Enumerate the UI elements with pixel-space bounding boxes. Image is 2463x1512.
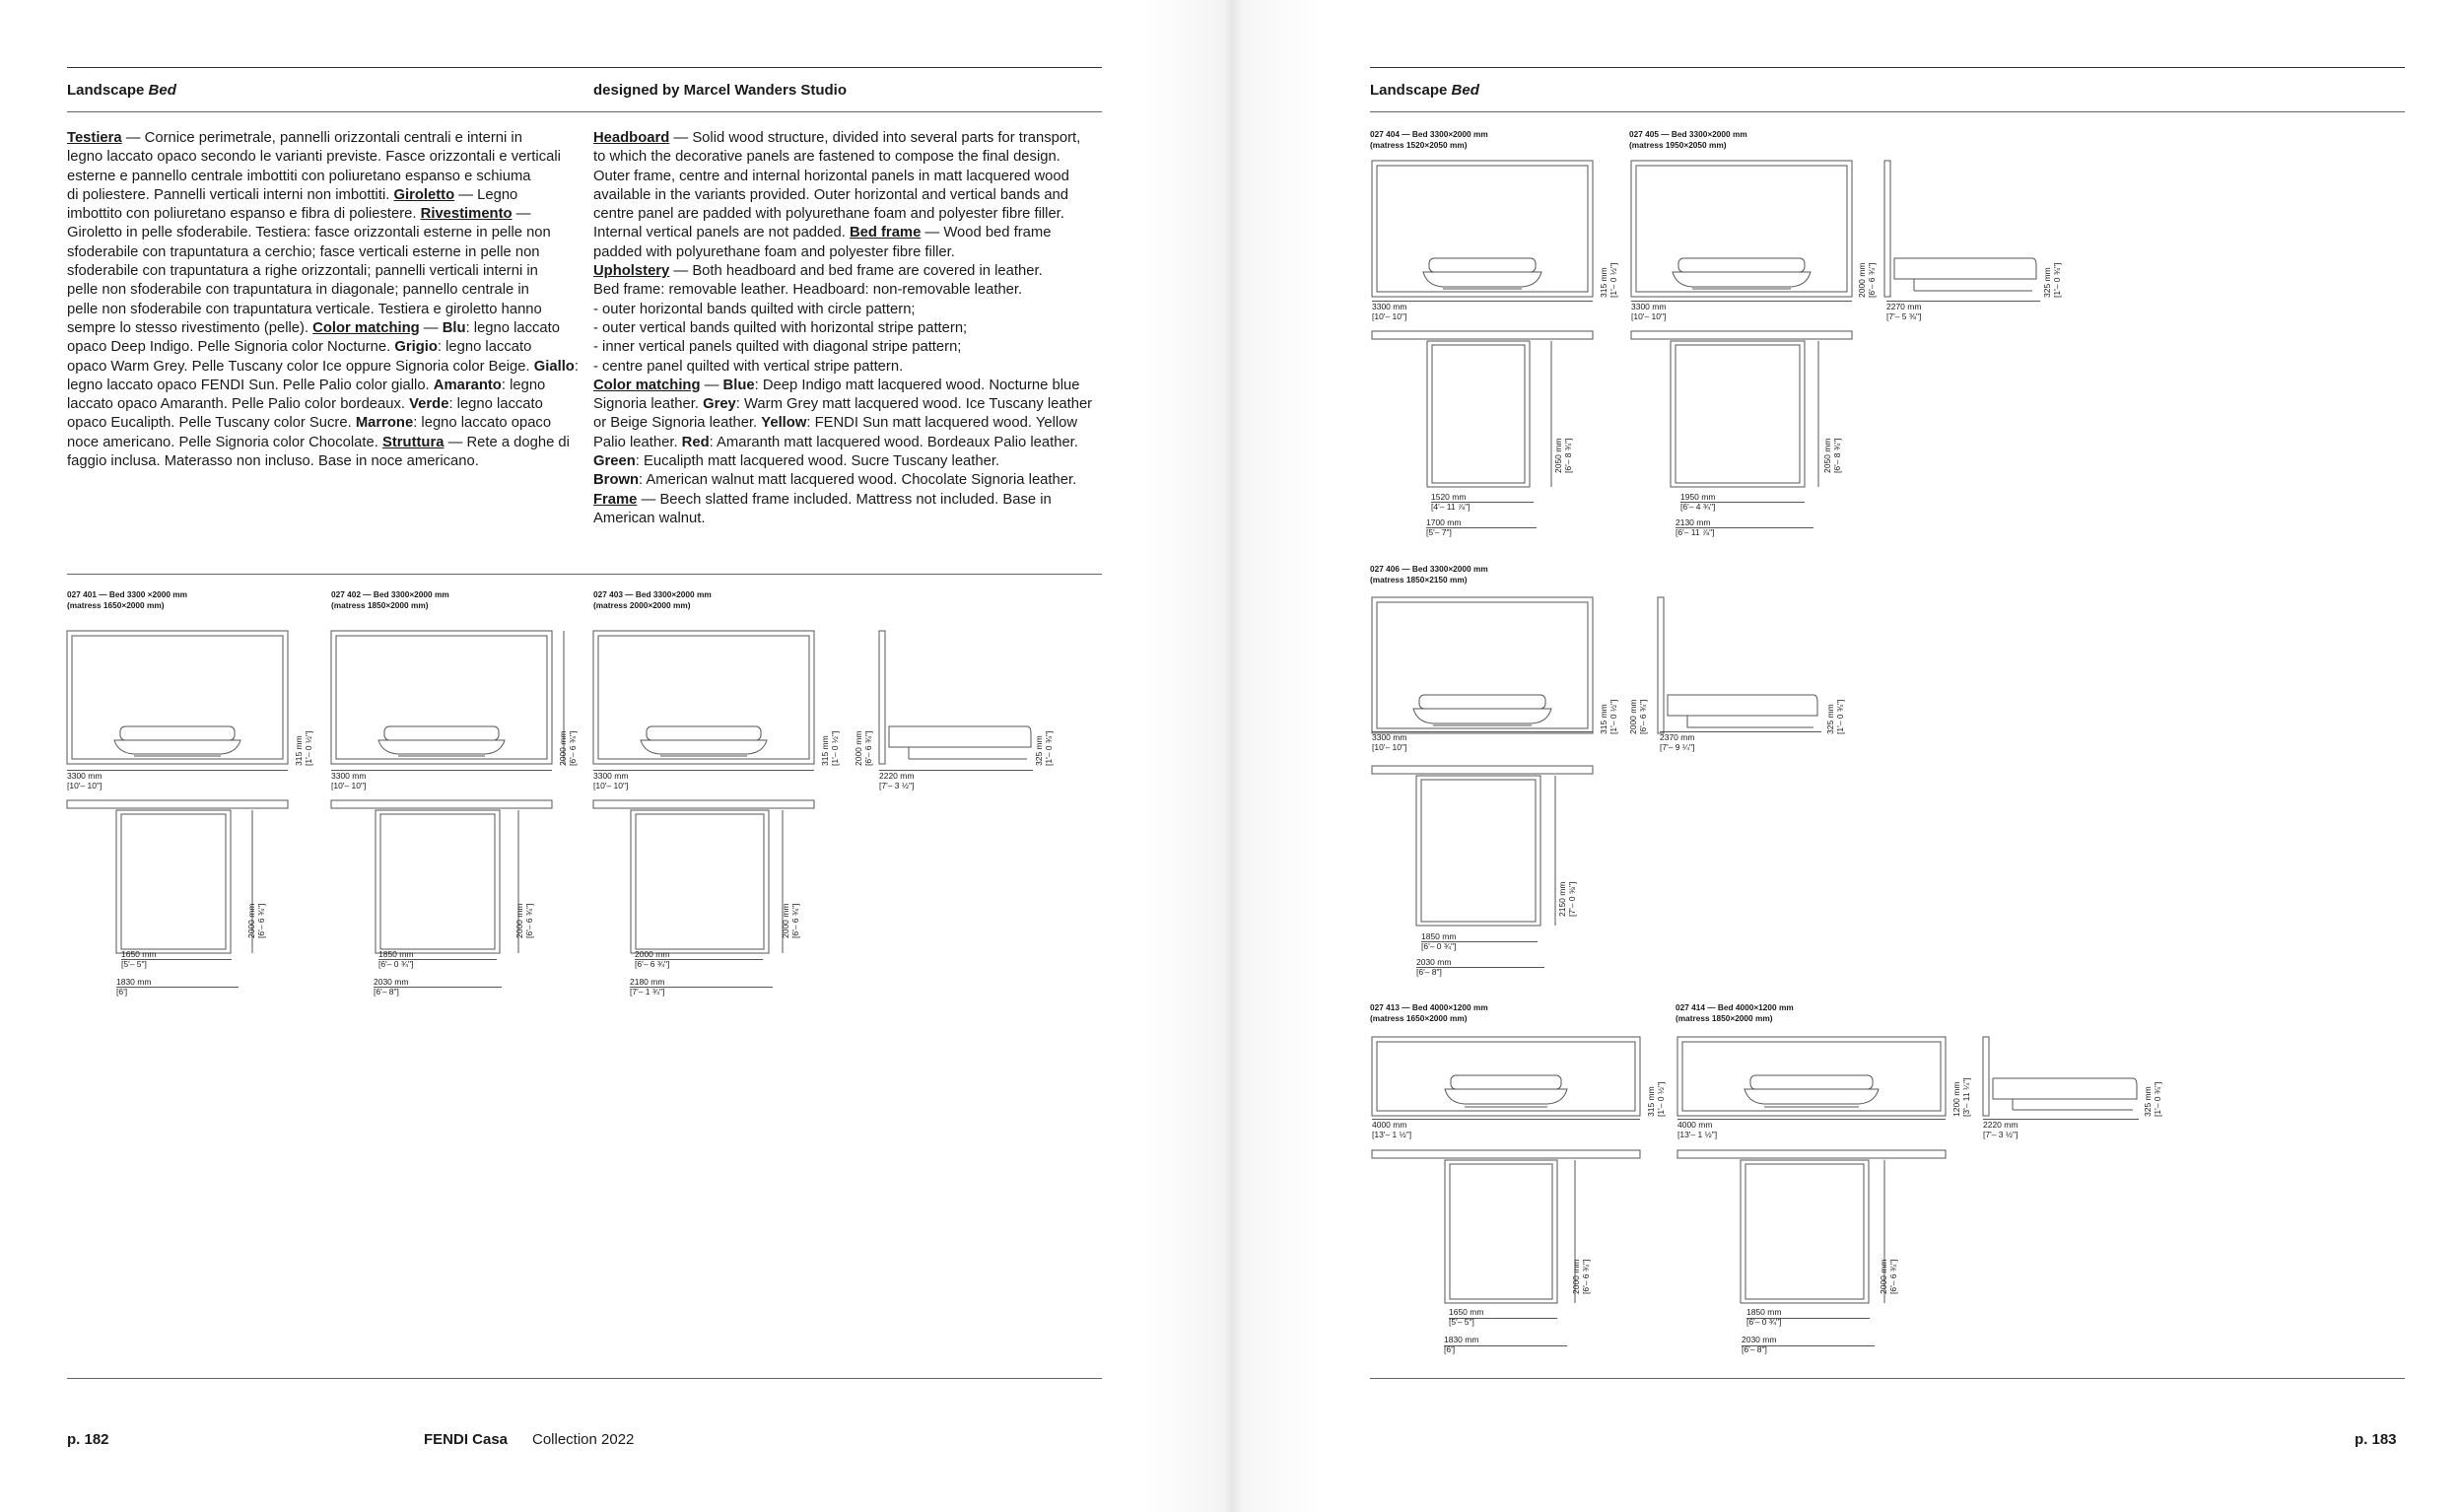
product-caption-413: 027 413 — Bed 4000×1200 mm (matress 1650×2000 mm) xyxy=(1370,1002,1488,1023)
bed-414-plan-drawing xyxy=(1677,1150,1948,1308)
dim-403-len: 2000 mm [6'– 6 ¾"] xyxy=(781,903,800,938)
section-heading: Rivestimento xyxy=(420,206,513,223)
bed-414-front-drawing xyxy=(1677,1037,1948,1121)
text-run: : Eucalipth matt lacquered wood. Sucre Tuscany leather. xyxy=(635,453,1000,470)
dimline-414-w xyxy=(1677,1119,1946,1120)
text-run: : FENDI Sun matt lacquered wood. Yellow Palio leather. xyxy=(593,415,1078,450)
product-caption-405: 027 405 — Bed 3300×2000 mm (matress 1950×2050 mm) xyxy=(1629,129,1747,150)
section-heading: Color matching xyxy=(593,377,701,393)
bottom-rule-right xyxy=(1370,1378,2405,1379)
dim-403-base: 2180 mm [7'– 1 ¾"] xyxy=(630,977,665,997)
page-number-left: p. 182 xyxy=(67,1431,109,1448)
color-name: Red xyxy=(681,434,710,450)
section-heading: Giroletto xyxy=(393,186,455,203)
text-run: — Legno imbottito con poliuretano espanso e fibra di poliestere. xyxy=(67,186,518,223)
text-run: : American walnut matt lacquered wood. Chocolate Signoria leather. xyxy=(639,472,1077,489)
text-run: : legno laccato opaco Deep Indigo. Pelle Signoria color Nocturne. xyxy=(67,319,560,356)
dim-402-total-h: 2000 mm [6'– 6 ¾"] xyxy=(558,730,578,766)
collection-label: Collection 2022 xyxy=(532,1431,635,1448)
dim-401-base: 1830 mm [6'] xyxy=(116,977,152,997)
text-run: : legno laccato opaco Warm Grey. Pelle Tuscany color Ice oppure Signoria color Beige. xyxy=(67,339,532,375)
dim-413-base: 1830 mm [6'] xyxy=(1444,1335,1479,1354)
color-name: Giallo xyxy=(533,358,575,375)
italian-description xyxy=(67,129,589,471)
text-run: : Warm Grey matt lacquered wood. Ice Tuscany leather or Beige Signoria leather. xyxy=(593,396,1093,432)
dim-414-len: 2000 mm [6'– 6 ¾"] xyxy=(1879,1259,1898,1294)
text-run: — Cornice perimetrale, pannelli orizzontali centrali e interni in legno laccato opaco secondo le varianti previste. Fasce orizzontali e verticali esterne e pannello centrale imbottiti con poliuretano espanso e schiuma di poliestere. Pannelli verticali interni non imbottiti. xyxy=(67,130,561,203)
color-name: Grigio xyxy=(394,339,438,356)
bed-401-front-drawing xyxy=(67,631,290,769)
dim-401-mat: 1650 mm [5'– 5"] xyxy=(121,949,157,969)
dim-414-mat: 1850 mm [6'– 0 ¾"] xyxy=(1746,1307,1782,1327)
text-run: : legno laccato opaco Eucalipth. Pelle Tuscany color Sucre. xyxy=(67,396,543,432)
product-caption-414: 027 414 — Bed 4000×1200 mm (matress 1850×2000 mm) xyxy=(1676,1002,1794,1023)
dim-414-side-len: 2220 mm [7'– 3 ½"] xyxy=(1983,1120,2018,1139)
text-run: — xyxy=(419,319,443,336)
dim-406-side-h: 325 mm [1'– 0 ¾"] xyxy=(1825,699,1845,734)
text-run: — Wood bed frame padded with polyurethane foam and polyester fibre filler. xyxy=(593,225,1052,260)
dim-414-w: 4000 mm [13'– 1 ½"] xyxy=(1677,1120,1718,1139)
english-description xyxy=(593,129,1106,528)
color-name: Blue xyxy=(722,377,755,393)
dim-403-side-len: 2220 mm [7'– 3 ½"] xyxy=(879,771,915,790)
bed-402-front-drawing xyxy=(331,631,568,769)
dim-406-w: 3300 mm [10'– 10"] xyxy=(1372,732,1407,752)
dim-403-total-h: 2000 mm [6'– 6 ¾"] xyxy=(854,730,873,766)
section-heading: Upholstery xyxy=(593,263,670,280)
top-rule-left xyxy=(67,67,1102,68)
dim-403-w: 3300 mm [10'– 10"] xyxy=(593,771,629,790)
dim-406-mat: 1850 mm [6'– 0 ¾"] xyxy=(1421,931,1457,951)
section-heading: Headboard xyxy=(593,130,670,146)
section-heading: Color matching xyxy=(312,319,420,336)
text-run: : legno laccato opaco Amaranth. Pelle Palio color bordeaux. xyxy=(67,377,546,413)
dim-405-w: 3300 mm [10'– 10"] xyxy=(1631,302,1667,321)
color-name: Marrone xyxy=(355,415,414,432)
section-heading: Bed frame xyxy=(849,225,922,241)
text-run: : legno laccato opaco noce americano. Pelle Signoria color Chocolate. xyxy=(67,415,552,450)
text-run: — Both headboard and bed frame are covered in leather. Bed frame: removable leather. Headboard: non-removable leather. - outer horizontal bands quilted with circle pattern; - outer vertical bands quilted with horizontal stripe pattern; - inner vertical panels quilted with diagonal stripe pattern; - centre panel quilted with vertical stripe pattern. xyxy=(593,263,1043,375)
text-run: : Amaranth matt lacquered wood. Bordeaux Palio leather. xyxy=(709,434,1078,450)
dim-401-hb-h: 315 mm [1'– 0 ½"] xyxy=(294,730,313,766)
bed-404-front-drawing xyxy=(1372,161,1595,304)
bed-403-front-drawing xyxy=(593,631,816,769)
book-gutter xyxy=(1143,0,1321,1512)
dim-405-side-h: 325 mm [1'– 0 ¾"] xyxy=(2042,262,2062,298)
product-caption-401: 027 401 — Bed 3300 ×2000 mm (matress 1650×2000 mm) xyxy=(67,589,188,610)
dim-404-w: 3300 mm [10'– 10"] xyxy=(1372,302,1407,321)
product-caption-404: 027 404 — Bed 3300×2000 mm (matress 1520×2050 mm) xyxy=(1370,129,1488,150)
section-heading: Struttura xyxy=(381,434,445,450)
product-caption-402: 027 402 — Bed 3300×2000 mm (matress 1850×2000 mm) xyxy=(331,589,449,610)
dim-405-mat: 1950 mm [6'– 4 ¾"] xyxy=(1680,492,1716,512)
designer-credit: designed by Marcel Wanders Studio xyxy=(593,82,847,99)
page-number-right: p. 183 xyxy=(2355,1431,2397,1448)
dimline-413-w xyxy=(1372,1119,1640,1120)
dim-405-len: 2050 mm [6'– 8 ¾"] xyxy=(1822,438,1842,473)
dim-403-hb-h: 315 mm [1'– 0 ½"] xyxy=(820,730,840,766)
dim-402-mat: 1850 mm [6'– 0 ¾"] xyxy=(378,949,414,969)
dim-414-total-h: 1200 mm [3'– 11 ¼"] xyxy=(1951,1077,1971,1117)
brand-name: FENDI Casa xyxy=(424,1431,509,1448)
dim-413-hb-h: 315 mm [1'– 0 ½"] xyxy=(1646,1081,1666,1117)
dim-405-base: 2130 mm [6'– 11 ⅞"] xyxy=(1676,517,1715,537)
bed-405-plan-drawing xyxy=(1631,331,1854,489)
color-name: Green xyxy=(593,453,636,470)
dim-413-mat: 1650 mm [5'– 5"] xyxy=(1449,1307,1484,1327)
dim-401-len: 2000 mm [6'– 6 ¾"] xyxy=(246,903,266,938)
color-name: Yellow xyxy=(761,415,807,432)
dim-406-side-len: 2370 mm [7'– 9 ¼"] xyxy=(1660,732,1695,752)
bed-413-plan-drawing xyxy=(1372,1150,1642,1308)
dim-403-side-h: 325 mm [1'– 0 ¾"] xyxy=(1034,730,1054,766)
dim-414-side-h: 325 mm [1'– 0 ¾"] xyxy=(2143,1081,2162,1117)
color-name: Brown xyxy=(593,472,640,489)
dim-405-total-h: 2000 mm [6'– 6 ¾"] xyxy=(1857,262,1877,298)
dim-406-base: 2030 mm [6'– 8"] xyxy=(1416,957,1452,977)
right-product-title: Landscape Bed xyxy=(1370,82,1479,99)
dim-406-hb-h: 315 mm [1'– 0 ½"] xyxy=(1599,699,1618,734)
bottom-rule-left xyxy=(67,1378,1102,1379)
color-name: Grey xyxy=(703,396,736,413)
text-run: — xyxy=(700,377,723,393)
sub-rule-right xyxy=(1370,111,2405,112)
text-run: — Beech slatted frame included. Mattress not included. Base in American walnut. xyxy=(593,491,1052,526)
section-heading: Testiera xyxy=(67,130,122,146)
dim-404-len: 2050 mm [6'– 8 ¾"] xyxy=(1553,438,1573,473)
dim-414-base: 2030 mm [6'– 8"] xyxy=(1742,1335,1777,1354)
text-run: — Giroletto in pelle sfoderabile. Testiera: fasce orizzontali esterne in pelle non sfoderabile con trapuntatura a cerchio; fasce verticali esterne in pelle non sfoderabile con trapuntatura a righe orizzontali; pannelli verticali interni in pelle non sfoderabile con trapuntatura in diagonale; pannello centrale in pelle non sfoderabile con trapuntatura verticale. Testiera e giroletto hanno sempre lo stesso rivestimento (pelle). xyxy=(67,206,551,336)
dim-406-total-h: 2000 mm [6'– 6 ¾"] xyxy=(1628,699,1648,734)
section-rule-left xyxy=(67,574,1102,575)
dim-402-len: 2000 mm [6'– 6 ¾"] xyxy=(514,903,534,938)
bed-405-front-drawing xyxy=(1631,161,1854,304)
dim-404-base: 1700 mm [5'– 7"] xyxy=(1426,517,1462,537)
dim-404-mat: 1520 mm [4'– 11 ⅞"] xyxy=(1431,492,1471,512)
color-name: Verde xyxy=(409,396,449,413)
text-run: — Rete a doghe di faggio inclusa. Materasso non incluso. Base in noce americano. xyxy=(67,434,570,470)
bed-405-side-drawing xyxy=(1884,161,2052,304)
dim-405-side-len: 2270 mm [7'– 5 ⅜"] xyxy=(1886,302,1922,321)
bed-413-front-drawing xyxy=(1372,1037,1642,1121)
dim-402-base: 2030 mm [6'– 8"] xyxy=(374,977,409,997)
dim-403-mat: 2000 mm [6'– 6 ¾"] xyxy=(635,949,670,969)
sub-rule-left xyxy=(67,111,1102,112)
product-caption-403: 027 403 — Bed 3300×2000 mm (matress 2000×2000 mm) xyxy=(593,589,712,610)
text-run: — Solid wood structure, divided into several parts for transport, to which the decorative panels are fastened to compose the final design. Outer frame, centre and internal horizontal panels in matt lacquered wood available in the variants provided. Outer horizontal and vertical bands and centre panel are padded with polyurethane foam and polyester fibre filler. Internal vertical panels are not padded. xyxy=(593,130,1081,241)
dim-413-w: 4000 mm [13'– 1 ½"] xyxy=(1372,1120,1412,1139)
text-run: : Deep Indigo matt lacquered wood. Nocturne blue Signoria leather. xyxy=(593,377,1080,413)
color-name: Amaranto xyxy=(433,377,502,393)
text-run: : legno laccato opaco FENDI Sun. Pelle Palio color giallo. xyxy=(67,358,579,393)
bed-406-side-drawing xyxy=(1658,597,1825,740)
color-name: Blu xyxy=(442,319,466,336)
left-product-title: Landscape Bed xyxy=(67,82,176,99)
top-rule-right xyxy=(1370,67,2405,68)
dim-413-len: 2000 mm [6'– 6 ¾"] xyxy=(1571,1259,1591,1294)
bed-403-side-drawing xyxy=(879,631,1047,769)
bed-414-side-drawing xyxy=(1983,1037,2151,1121)
bed-406-front-drawing xyxy=(1372,597,1595,740)
product-caption-406: 027 406 — Bed 3300×2000 mm (matress 1850×2150 mm) xyxy=(1370,564,1488,584)
dim-401-w: 3300 mm [10'– 10"] xyxy=(67,771,103,790)
section-heading: Frame xyxy=(593,491,638,508)
dim-402-w: 3300 mm [10'– 10"] xyxy=(331,771,367,790)
dim-406-len: 2150 mm [7'– 0 ⅝"] xyxy=(1557,881,1577,917)
dim-404-hb-h: 315 mm [1'– 0 ½"] xyxy=(1599,262,1618,298)
